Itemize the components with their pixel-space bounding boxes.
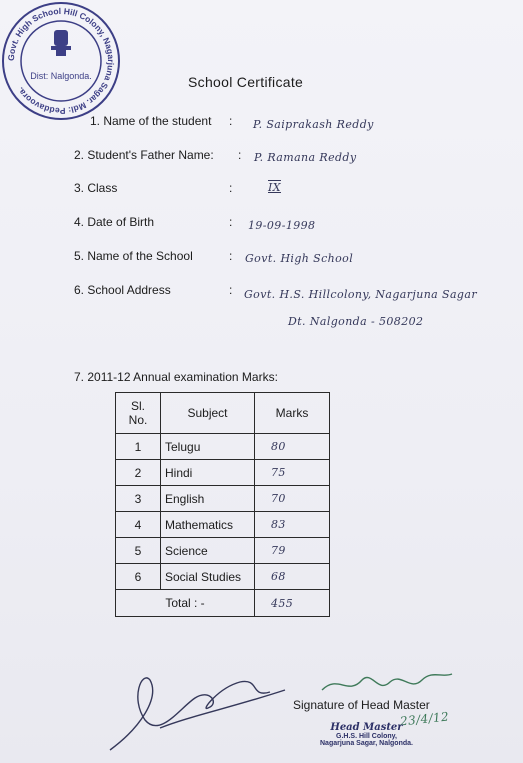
field-colon: : [229,283,233,297]
headmaster-signature [318,666,458,702]
field-label-school-address: 6. School Address [74,283,171,297]
header-marks: Marks [255,393,330,434]
field-label-school-name: 5. Name of the School [74,249,193,263]
table-row: 3 English 70 [116,486,330,512]
total-label: Total : - [116,590,255,617]
header-subject: Subject [161,393,255,434]
field-colon: : [229,181,233,195]
header-sl-no: Sl. No. [116,393,161,434]
table-header-row [116,393,330,434]
field-value-class: IX [268,181,281,194]
table-row: 1 Telugu 80 [116,434,330,460]
total-value: 455 [255,590,330,617]
table-row: 4 Mathematics 83 [116,512,330,538]
field-label-father-name: 2. Student's Father Name: [74,148,214,162]
field-value-student-name: P. Saiprakash Reddy [253,118,374,131]
field-value-school-name: Govt. High School [245,252,354,265]
field-colon: : [229,249,233,263]
field-value-dob: 19-09-1998 [248,219,316,232]
left-signature [100,668,290,758]
field-label-student-name: 1. Name of the student [90,114,212,128]
field-value-school-address: Govt. H.S. Hillcolony, Nagarjuna Sagar [244,288,477,301]
headmaster-stamp: Head Master G.H.S. Hill Colony, Nagarjuna Sagar, Nalgonda. [320,722,413,747]
svg-text:Govt. High School Hill Colony, [6,6,116,116]
table-row: 2 Hindi 75 [116,460,330,486]
field-colon: : [229,215,233,229]
table-row: 5 Science 79 [116,538,330,564]
emblem-icon [51,30,71,56]
stamp-center-text: Dist: Nalgonda. [30,71,92,81]
page-title: School Certificate [188,74,304,90]
field-value-father-name: P. Ramana Reddy [254,151,357,164]
field-label-dob: 4. Date of Birth [74,215,155,229]
marks-table [115,392,330,617]
field-colon: : [229,114,233,128]
table-total-row [116,590,330,617]
school-stamp [0,0,122,122]
field-label-class: 3. Class [74,181,118,195]
field-value-school-address-line2: Dt. Nalgonda - 508202 [288,315,424,328]
signature-label: Signature of Head Master [293,698,430,712]
field-colon: : [238,148,242,162]
table-row: 6 Social Studies 68 [116,564,330,590]
marks-heading: 7. 2011-12 Annual examination Marks: [74,370,278,384]
stamp-ring-text: Govt. High School Hill Colony, Nagarjuna Sagar. Mdl: Peddavoora. [5,5,117,117]
signature-date: 23/4/12 [399,709,450,729]
